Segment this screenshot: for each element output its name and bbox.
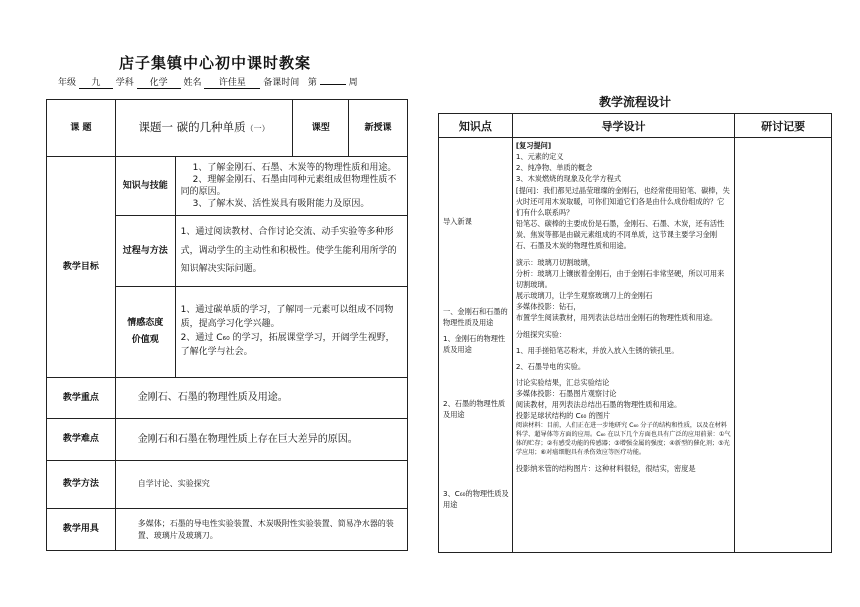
process-label: 过程与方法 (115, 216, 175, 287)
method-value: 自学讨论、实验探究 (115, 461, 407, 509)
intro-text: 铅笔芯、碳棒的主要成份是石墨，金刚石、石墨、木炭，还有活性炭、焦炭等都是由碳元素组成的不同单质，这节课主要学习金刚石、石墨及木炭的物理性质和用途。 (515, 219, 725, 251)
topic-label: 课 题 (47, 100, 116, 157)
knowledge-line: 1、了解金刚石、石墨、木炭等的物理性质和用途。 (192, 162, 397, 173)
flow-design-title: 教学流程设计 (598, 95, 671, 109)
review-heading: [复习提问] (515, 141, 552, 150)
discussion-notes-header: 研讨记要 (735, 114, 832, 138)
week-prefix: 第 (307, 78, 317, 88)
key-point-row (47, 378, 408, 419)
c60-reading-text: 阅读材料：目前，人们正在进一步地研究 C₆₀ 分子的结构和性质，以及在材料科学、超导体等方面的应用。C₆₀ 在以下几个方面也具有广泛的应用前景：①气体的贮存；②有感受功能的传感器；③增强金属的强度；④新型的催化剂；⑤光学应用；⑥对癌细胞具有杀伤效应等医疗功能。 (515, 421, 731, 456)
discuss-text: 讨论实验结果，汇总实验结论 (515, 377, 610, 387)
tools-label: 教学用具 (47, 509, 116, 551)
kp-diamond: 1、金刚石的物理性质及用途 (443, 334, 506, 355)
knowledge-line: 3、了解木炭、活性炭具有吸附能力及原因。 (192, 199, 370, 210)
review-item: 3、木炭燃烧的现象及化学方程式 (515, 174, 622, 184)
knowledge-line: 2、理解金刚石、石墨由同种元素组成但物理性质不同的原因。 (180, 174, 397, 197)
difficulty-row (47, 419, 408, 461)
flow-header-row (439, 114, 832, 138)
lesson-type-value: 新授课 (349, 100, 408, 157)
attitude-label (115, 287, 175, 378)
kp-graphite: 2、石墨的物理性质及用途 (443, 399, 506, 420)
topic-row (47, 100, 408, 157)
key-point-label: 教学重点 (47, 378, 116, 419)
experiment-2: 2、石墨导电的实验。 (515, 361, 586, 371)
attitude-line: 1、通过碳单质的学习，了解同一元素可以组成不同物质，提高学习化学兴趣。 (180, 305, 394, 330)
review-item: 2、纯净物、单质的概念 (515, 163, 593, 173)
c60-picture-text: 投影足球状结构的 C₆₀ 的图片 (515, 411, 611, 421)
knowledge-point-header: 知识点 (439, 114, 513, 138)
name-label: 姓名 (183, 78, 202, 88)
week-suffix: 周 (348, 78, 358, 88)
lesson-type-label: 课型 (293, 100, 349, 157)
attitude-label-line2: 价值观 (131, 335, 159, 345)
topic-cell (115, 100, 292, 157)
topic-title: 课题一 碳的几种单质 (138, 120, 246, 135)
kp-carbon-forms: 一、金刚石和石墨的物理性质及用途 (443, 307, 508, 328)
topic-part: （一） (245, 124, 270, 134)
process-content: 1、通过阅读教材、合作讨论交流、动手实验等多种形式，调动学生的主动性和积极性。使学生能利用所学的知识解决实际问题。 (175, 216, 407, 287)
kp-c60: 3、C₆₀的物理性质及用途 (443, 489, 509, 510)
experiment-1: 1、用手搓铅笔芯粉末，并放入放入生锈的锁孔里。 (515, 345, 679, 355)
guide-design-header: 导学设计 (512, 114, 734, 138)
lesson-plan-table (46, 99, 408, 551)
review-item: 1、元素的定义 (515, 152, 564, 162)
nanotube-text: 投影纳米管的结构图片：这种材料很轻，很结实，密度是 (515, 463, 696, 473)
question-text: [提问]：我们都见过晶莹璀璨的金刚石，也经常使用铅笔、碳棒，失火时还可用木炭取暖，可你们知道它们各是由什么成份组成的？它们有什么联系吗？ (515, 185, 730, 217)
guide-design-column (512, 138, 734, 553)
key-point-value: 金刚石、石墨的物理性质及用途。 (115, 378, 407, 419)
difficulty-value: 金刚石和石墨在物理性质上存在巨大差异的原因。 (115, 419, 407, 461)
attitude-label-line1: 情感态度 (127, 317, 164, 328)
week-blank (320, 84, 346, 85)
teacher-info-line (58, 75, 358, 89)
group-experiment-text: 分组探究实验： (515, 329, 567, 339)
difficulty-label: 教学难点 (47, 419, 116, 461)
tools-row (47, 509, 408, 551)
name-value: 许佳星 (204, 75, 260, 89)
grade-value: 九 (79, 75, 113, 89)
assign-text: 布置学生阅读教材，用列表法总结出金刚石的物理性质和用途。 (515, 313, 718, 323)
knowledge-content (175, 157, 407, 216)
attitude-line: 2、通过 C₆₀ 的学习，拓展课堂学习，开阔学生视野，了解化学与社会。 (180, 333, 395, 357)
page-title: 店子集镇中心初中课时教案 (118, 54, 311, 72)
objectives-label: 教学目标 (47, 157, 116, 378)
attitude-content (175, 287, 407, 378)
knowledge-point-column (439, 138, 513, 553)
kp-intro: 导入新课 (443, 217, 472, 226)
prep-time-label: 备课时间 (263, 78, 300, 88)
method-label: 教学方法 (47, 461, 116, 509)
grade-label: 年级 (58, 78, 77, 88)
objective-knowledge-row (47, 157, 408, 216)
subject-label: 学科 (115, 78, 134, 88)
method-row (47, 461, 408, 509)
media-text: 多媒体投影：钻石， (515, 302, 581, 312)
teaching-flow-table (438, 113, 832, 553)
read-text: 阅读教材，用列表法总结出石墨的物理性质和用途。 (515, 400, 682, 410)
analysis-text: 分析：玻璃刀上镶嵌着金刚石，由于金刚石非常坚硬，所以可用来切割玻璃。 (515, 268, 725, 289)
subject-value: 化学 (137, 75, 181, 89)
knowledge-label: 知识与技能 (115, 157, 175, 216)
media2-text: 多媒体投影：石墨图片观察讨论 (515, 389, 617, 399)
discussion-notes-column (735, 138, 832, 553)
show-text: 展示玻璃刀，让学生观察玻璃刀上的金刚石 (515, 291, 653, 301)
demo-text: 演示：玻璃刀切割玻璃， (515, 257, 595, 267)
flow-body-row (439, 138, 832, 553)
tools-value: 多媒体；石墨的导电性实验装置、木炭吸附性实验装置、简易净水器的装置、玻璃片及玻璃刀。 (115, 509, 407, 551)
